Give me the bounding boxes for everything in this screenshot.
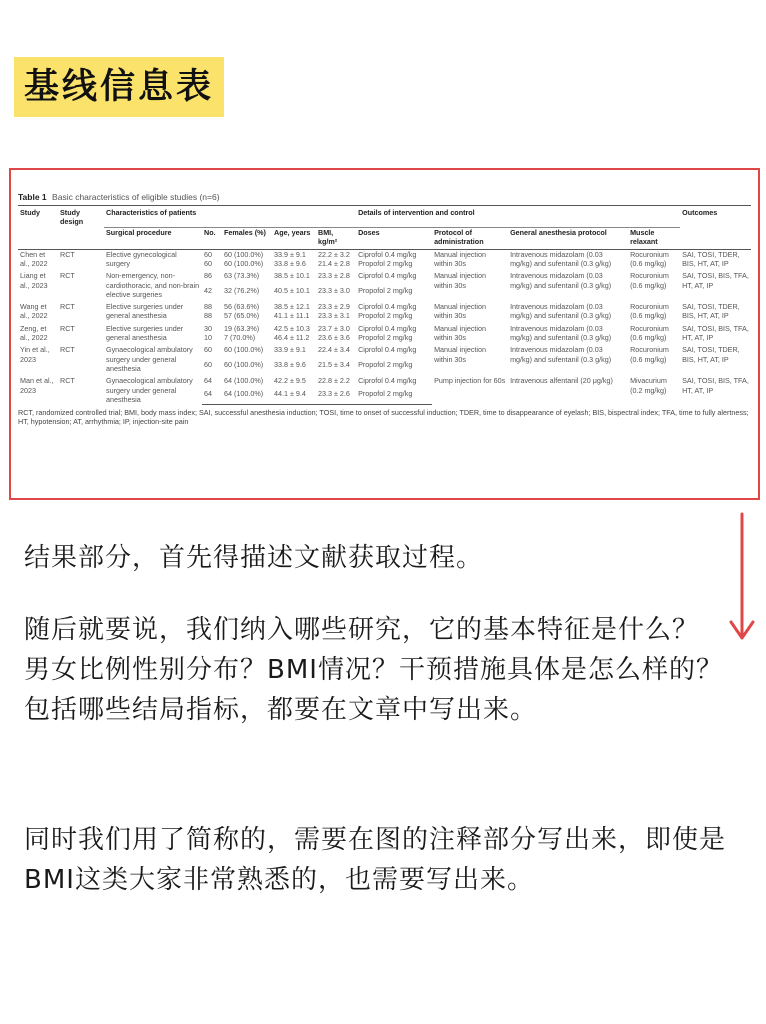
cell-bmi: 23.6 ± 3.6 (318, 333, 350, 343)
cell-no: 60 (204, 345, 212, 355)
cell-study: Yin et al., 2023 (20, 345, 50, 364)
table-row (18, 321, 751, 333)
cell-females: 63 (73.3%) (224, 271, 260, 281)
cell-no: 64 (202, 389, 222, 404)
th-study: Study (20, 208, 40, 217)
cell-design: RCT (60, 323, 75, 333)
cell-anesthesia: Intravenous midazolam (0.03 mg/kg) and sufentanil (0.3 g/kg) (510, 345, 612, 364)
th-age: Age, years (272, 228, 316, 250)
table-area (18, 192, 751, 427)
cell-bmi: 23.3 ± 3.0 (318, 285, 350, 295)
cell-age: 33.8 ± 9.6 (274, 258, 306, 268)
th-group-characteristics: Characteristics of patients (104, 206, 356, 228)
cell-bmi: 23.3 ± 2.9 (318, 302, 350, 312)
cell-dose: Ciprofol 0.4 mg/kg (358, 271, 417, 281)
paragraph-3: 同时我们用了简称的，需要在图的注释部分写出来，即使是BMI这类大家非常熟悉的，也需要写出来。 (24, 825, 727, 895)
cell-age: 38.5 ± 10.1 (274, 271, 310, 281)
cell-females: 60 (100.0%) (224, 258, 264, 268)
cell-females: 60 (100.0%) (224, 345, 264, 355)
th-no: No. (202, 228, 222, 250)
cell-study: Zeng, et al., 2022 (20, 323, 48, 343)
paragraph-2: 随后就要说，我们纳入哪些研究，它的基本特征是什么？男女比例性别分布？BMI情况？干预措施具体是怎么样的？包括哪些结局指标，都要在文章中写出来。 (24, 615, 723, 725)
th-procedure: Surgical procedure (104, 228, 202, 250)
cell-bmi: 22.8 ± 2.2 (318, 376, 350, 386)
cell-no: 30 (204, 323, 212, 333)
table-caption (18, 192, 751, 202)
cell-protocol: Manual injection within 30s (434, 271, 487, 290)
cell-dose: Propofol 2 mg/kg (358, 333, 413, 343)
table-body (18, 249, 751, 404)
table-row (18, 342, 751, 360)
cell-protocol: Manual injection within 30s (434, 323, 487, 343)
cell-dose: Ciprofol 0.4 mg/kg (358, 323, 417, 333)
cell-no: 60 (204, 258, 212, 268)
cell-age: 44.1 ± 9.4 (272, 389, 316, 404)
cell-bmi: 22.2 ± 3.2 (318, 249, 350, 259)
cell-age: 38.5 ± 12.1 (274, 302, 310, 312)
cell-procedure: Non-emergency, non-cardiothoracic, and non-brain elective surgeries (106, 271, 200, 299)
caption-label: Table 1 (18, 192, 47, 202)
cell-procedure: Elective surgeries under general anesthesia (106, 302, 184, 321)
cell-no: 60 (204, 249, 212, 259)
cell-protocol: Manual injection within 30s (434, 249, 487, 268)
th-doses: Doses (356, 228, 432, 250)
cell-relaxant: Rocuronium (0.6 mg/kg) (630, 271, 669, 290)
cell-design: RCT (60, 249, 75, 259)
cell-anesthesia: Intravenous midazolam (0.03 mg/kg) and sufentanil (0.3 g/kg) (510, 249, 612, 268)
cell-age: 42.5 ± 10.3 (274, 323, 310, 333)
cell-study: Man et al., 2023 (20, 376, 54, 395)
cell-procedure: Gynaecological ambulatory surgery under general anesthesia (106, 376, 193, 404)
cell-outcomes: SAI, TOSI, TDER, BIS, HT, AT, IP (682, 345, 740, 364)
cell-age: 40.5 ± 10.1 (274, 285, 310, 295)
cell-no: 88 (204, 302, 212, 312)
cell-age: 46.4 ± 11.2 (274, 333, 310, 343)
table-row (18, 268, 751, 286)
cell-relaxant: Rocuronium (0.6 mg/kg) (630, 323, 669, 343)
cell-no: 86 (204, 271, 212, 281)
cell-bmi: 23.3 ± 2.6 (316, 389, 356, 404)
th-females: Females (%) (222, 228, 272, 250)
cell-outcomes: SAI, TOSI, TDER, BIS, HT, AT, IP (682, 302, 740, 321)
cell-design: RCT (60, 271, 75, 281)
cell-design: RCT (60, 345, 75, 355)
cell-relaxant: Rocuronium (0.6 mg/kg) (630, 302, 669, 321)
cell-bmi: 21.5 ± 3.4 (318, 359, 350, 369)
cell-protocol: Manual injection within 30s (434, 302, 487, 321)
cell-outcomes: SAI, TOSI, TDER, BIS, HT, AT, IP (682, 249, 740, 268)
cell-procedure: Elective gynecological surgery (106, 249, 177, 268)
cell-females: 60 (100.0%) (224, 359, 264, 369)
th-group-intervention: Details of intervention and control (356, 206, 680, 228)
cell-dose: Propofol 2 mg/kg (358, 285, 413, 295)
table-frame (9, 168, 760, 500)
th-design: Study design (60, 208, 84, 227)
cell-age: 33.8 ± 9.6 (274, 359, 306, 369)
cell-females: 60 (100.0%) (224, 249, 264, 259)
cell-anesthesia: Intravenous alfentanil (20 μg/kg) (510, 376, 613, 386)
cell-anesthesia: Intravenous midazolam (0.03 mg/kg) and sufentanil (0.3 g/kg) (510, 323, 612, 343)
cell-anesthesia: Intravenous midazolam (0.03 mg/kg) and sufentanil (0.3 g/kg) (510, 271, 612, 290)
cell-bmi: 22.4 ± 3.4 (318, 345, 350, 355)
cell-dose: Propofol 2 mg/kg (356, 389, 432, 404)
cell-dose: Propofol 2 mg/kg (358, 311, 413, 321)
cell-bmi: 23.3 ± 2.8 (318, 271, 350, 281)
cell-design: RCT (60, 302, 75, 312)
cell-outcomes: SAI, TOSI, BIS, TFA, HT, AT, IP (682, 271, 749, 290)
cell-design: RCT (60, 376, 75, 386)
cell-procedure: Gynaecological ambulatory surgery under general anesthesia (106, 345, 193, 373)
cell-females: 64 (100.0%) (224, 376, 264, 386)
cell-dose: Ciprofol 0.4 mg/kg (358, 302, 417, 312)
cell-dose: Ciprofol 0.4 mg/kg (358, 249, 417, 259)
cell-females: 57 (65.0%) (224, 311, 260, 321)
cell-no: 60 (204, 359, 212, 369)
arrow-down-icon (727, 512, 757, 642)
cell-females: 64 (100.0%) (222, 389, 272, 404)
cell-study: Liang et al., 2023 (20, 271, 48, 290)
cell-females: 56 (63.6%) (224, 302, 260, 312)
th-bmi: BMI, kg/m² (316, 228, 356, 250)
cell-dose: Propofol 2 mg/kg (358, 258, 413, 268)
cell-relaxant: Rocuronium (0.6 mg/kg) (630, 249, 669, 268)
cell-no: 88 (204, 311, 212, 321)
cell-age: 33.9 ± 9.1 (274, 249, 306, 259)
cell-procedure: Elective surgeries under general anesthesia (106, 323, 184, 343)
th-anesthesia: General anesthesia protocol (508, 228, 628, 250)
cell-protocol: Manual injection within 30s (434, 345, 487, 364)
cell-no: 42 (204, 285, 212, 295)
cell-study: Chen et al., 2022 (20, 249, 48, 268)
cell-protocol: Pump injection for 60s (434, 376, 506, 386)
th-protocol: Protocol of administration (432, 228, 508, 250)
title-wrap (14, 57, 224, 117)
cell-females: 7 (70.0%) (224, 333, 256, 343)
cell-females: 19 (63.3%) (224, 323, 260, 333)
cell-females: 32 (76.2%) (224, 285, 260, 295)
cell-relaxant: Rocuronium (0.6 mg/kg) (630, 345, 669, 364)
cell-age: 42.2 ± 9.5 (274, 376, 306, 386)
cell-age: 33.9 ± 9.1 (274, 345, 306, 355)
cell-outcomes: SAI, TOSI, BIS, TFA, HT, AT, IP (682, 323, 749, 343)
th-outcomes: Outcomes (682, 208, 718, 217)
cell-anesthesia: Intravenous midazolam (0.03 mg/kg) and sufentanil (0.3 g/kg) (510, 302, 612, 321)
cell-no: 10 (204, 333, 212, 343)
cell-age: 41.1 ± 11.1 (274, 311, 310, 321)
baseline-table (18, 205, 751, 405)
cell-dose: Ciprofol 0.4 mg/kg (358, 345, 417, 355)
caption-text: Basic characteristics of eligible studies (n=6) (52, 192, 220, 202)
cell-bmi: 21.4 ± 2.8 (318, 258, 350, 268)
cell-dose: Ciprofol 0.4 mg/kg (358, 376, 417, 386)
table-row (18, 249, 751, 259)
cell-dose: Propofol 2 mg/kg (358, 359, 413, 369)
table-row (18, 299, 751, 311)
table-row (18, 373, 751, 389)
cell-study: Wang et al., 2022 (20, 302, 48, 321)
th-relaxant: Muscle relaxant (628, 228, 680, 250)
page-title: 基线信息表 (14, 57, 224, 117)
table-footnote: RCT, randomized controlled trial; BMI, body mass index; SAI, successful anesthesia induction; TOSI, time to onset of successful induction; TDER, time to disappearance of eyelash; BIS, bispectral index; TFA, time to fully alertness; HT, hypotension; AT, arrhythmia; IP, injection-site pain (18, 407, 749, 427)
cell-bmi: 23.7 ± 3.0 (318, 323, 350, 333)
cell-relaxant: Mivacurium (0.2 mg/kg) (630, 376, 667, 395)
cell-bmi: 23.3 ± 3.1 (318, 311, 350, 321)
paragraph-1: 结果部分，首先得描述文献获取过程。 (24, 543, 484, 573)
cell-outcomes: SAI, TOSI, BIS, TFA, HT, AT, IP (682, 376, 749, 395)
cell-no: 64 (204, 376, 212, 386)
